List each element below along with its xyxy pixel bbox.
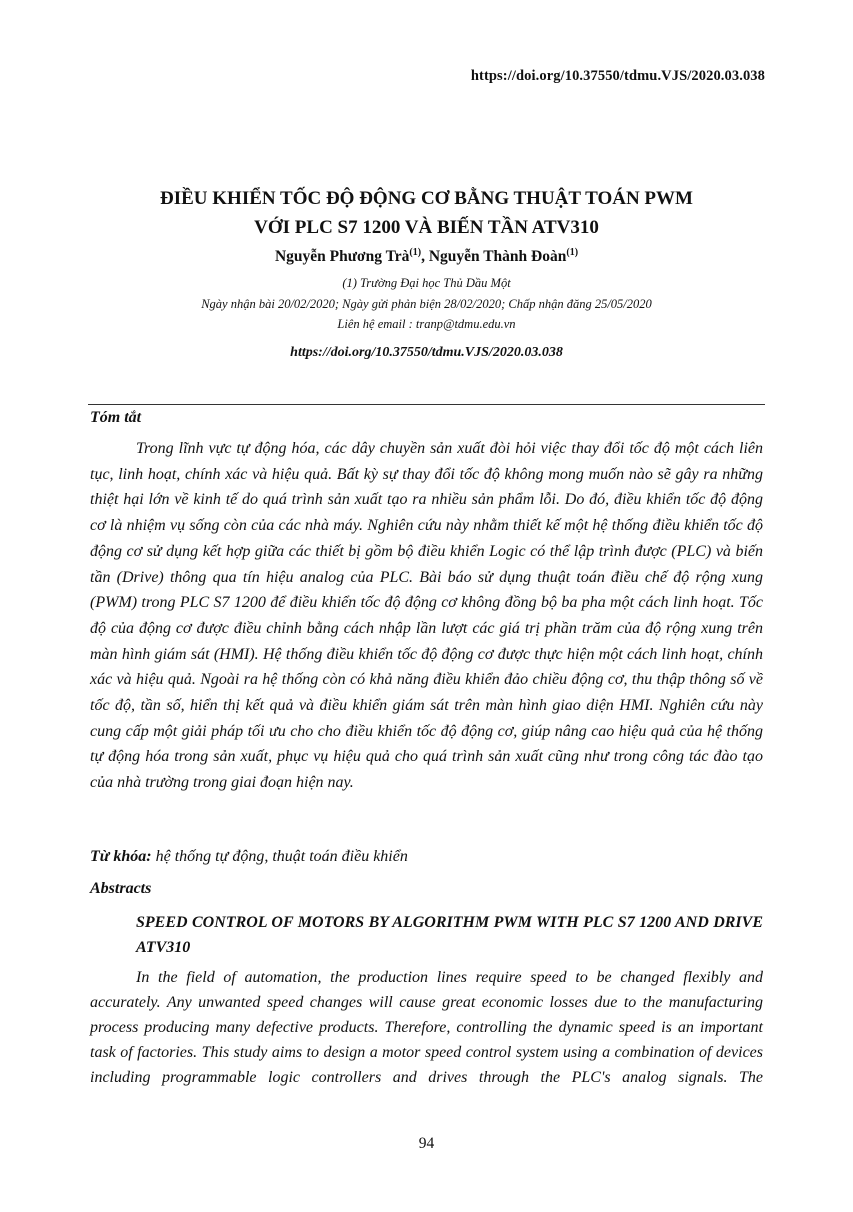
keywords-label: Từ khóa: <box>90 848 152 865</box>
author-name-2: Nguyễn Thành Đoàn <box>428 248 567 265</box>
title-line-1: ĐIỀU KHIỂN TỐC ĐỘ ĐỘNG CƠ BẰNG THUẬT TOÁN PWM <box>160 188 693 209</box>
page-number: 94 <box>418 1135 435 1152</box>
article-doi: https://doi.org/10.37550/tdmu.VJS/2020.03.038 <box>290 345 563 360</box>
author-name-1: Nguyễn Phương Trà <box>274 248 410 265</box>
title-line-2: VỚI PLC S7 1200 VÀ BIẾN TẦN ATV310 <box>254 217 599 238</box>
abstract-text: In the field of automation, the production lines require speed to be changed flexibly and accurately. Any unwanted speed changes will cause great economic losses due to the manufacturing process producing many defective products. Therefore, controlling the dynamic speed is an important task of factories. This study aims to design a motor speed control system using a combination of devices including programmable logic controllers and drives through the PLC's analog signals. The <box>90 969 763 1086</box>
keywords-value: hệ thống tự động, thuật toán điều khiển <box>151 848 408 865</box>
affiliation: (1) Trường Đại học Thủ Dầu Một <box>342 276 511 290</box>
author-affiliation-mark-1: (1) <box>409 247 422 258</box>
summary-heading: Tóm tắt <box>90 409 142 426</box>
article-title <box>0 184 853 242</box>
abstract-heading: Abstracts <box>90 880 152 897</box>
author-list <box>0 248 853 266</box>
summary-text: Trong lĩnh vực tự động hóa, các dây chuyền sản xuất đòi hỏi việc thay đổi tốc độ một cách liên tục, linh hoạt, chính xác và hiệu quả. Bất kỳ sự thay đổi tốc độ không mong muốn nào sẽ gây ra những thiệt hại lớn về kinh tế do quá trình sản xuất tạo ra nhiều sản phẩm lỗi. Do đó, điều khiển tốc độ động cơ là nhiệm vụ sống còn của các nhà máy. Nghiên cứu này nhằm thiết kế một hệ thống điều khiển tốc độ động cơ sử dụng kết hợp giữa các thiết bị gồm bộ điều khiển Logic có thể lập trình được (PLC) và biến tần (Drive) thông qua tín hiệu analog của PLC. Bài báo sử dụng thuật toán điều chế độ rộng xung (PWM) trong PLC S7 1200 để điều khiển tốc độ động cơ không đồng bộ ba pha một cách linh hoạt. Tốc độ của động cơ được điều chỉnh bằng cách nhập lần lượt các giá trị phần trăm của độ rộng xung trên màn hình giám sát (HMI). Hệ thống điều khiển tốc độ động cơ được thực hiện một cách linh hoạt, chính xác và hiệu quả. Ngoài ra hệ thống còn có khả năng điều khiển đảo chiều động cơ, thu thập thông số về tốc độ, tần số, hiển thị kết quả và điều khiển giám sát trên màn hình giao diện HMI. Nghiên cứu này cung cấp một giải pháp tối ưu cho cho điều khiển tốc độ động cơ, giúp nâng cao hiệu quả của hệ thống tự động hóa trong sản xuất, phục vụ hiệu quả cho quá trình sản xuất cũng như trong công tác đào tạo của nhà trường trong giai đoạn hiện nay. <box>90 440 763 792</box>
author-separator: , <box>421 248 429 265</box>
contact-email: Liên hệ email : tranp@tdmu.edu.vn <box>337 317 516 331</box>
submission-dates: Ngày nhận bài 20/02/2020; Ngày gửi phản biện 28/02/2020; Chấp nhận đăng 25/05/2020 <box>201 297 652 311</box>
english-title: SPEED CONTROL OF MOTORS BY ALGORITHM PWM WITH PLC S7 1200 AND DRIVE ATV310 <box>136 914 763 956</box>
doi-header: https://doi.org/10.37550/tdmu.VJS/2020.03.038 <box>470 68 765 84</box>
author-affiliation-mark-2: (1) <box>566 247 579 258</box>
section-divider <box>88 404 765 405</box>
keywords-line <box>90 848 408 866</box>
